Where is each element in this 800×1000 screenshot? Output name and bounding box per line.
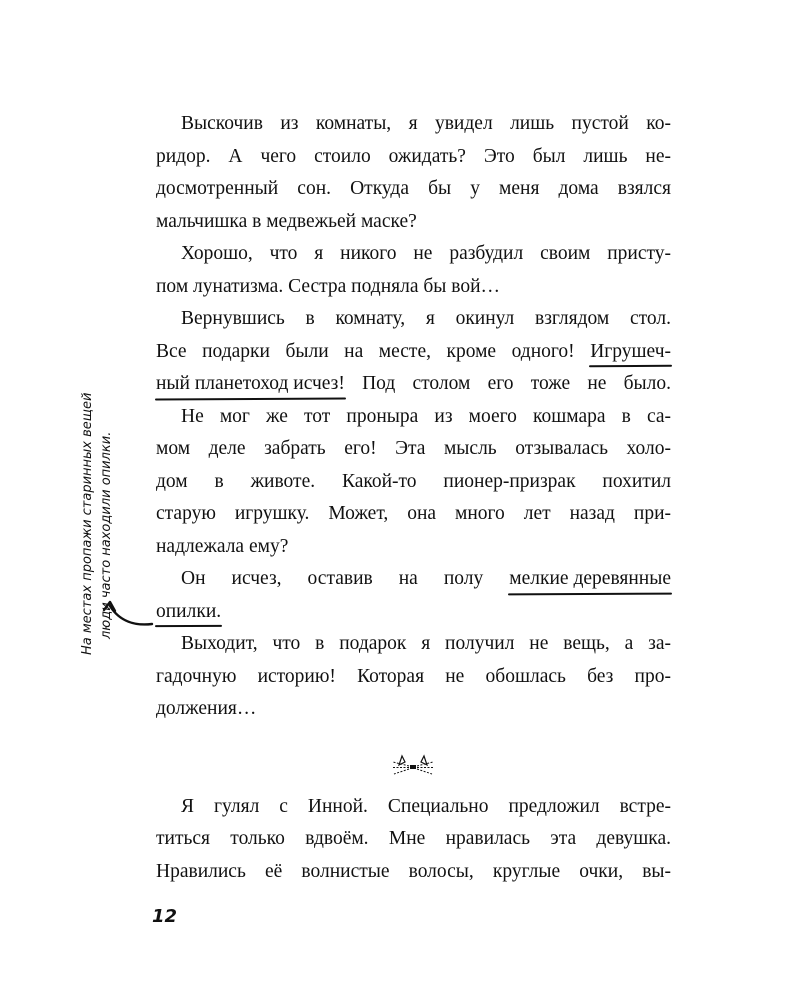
margin-note-line: На местах пропажи старинных вещей [80, 392, 95, 655]
underlined-phrase: ный планетоход исчез! [156, 368, 345, 401]
text-line: Не мог же тот проныра из моего кошмара в са- [181, 405, 671, 427]
text-line [156, 563, 671, 596]
text-line: Выскочив из комнаты, я увидел лишь пустой ко- [181, 113, 671, 134]
text-line: старую игрушку. Может, она много лет назад при- [156, 503, 671, 524]
text-line: дом в животе. Какой-то пионер-призрак похитил [156, 470, 671, 492]
text-span: Все подарки были на месте, кроме одного! [156, 340, 591, 362]
text-span: Он исчез, оставив на полу [181, 568, 510, 589]
underlined-phrase: опилки. [156, 596, 221, 629]
text-line: титься только вдвоём. Мне нравилась эта девушка. [156, 828, 671, 849]
underlined-phrase: Игрушеч- [590, 336, 671, 369]
text-line: Нравились её волнистые волосы, круглые очки, вы- [156, 860, 671, 882]
text-line: надлежала ему? [156, 535, 289, 557]
text-line: должения… [156, 698, 257, 719]
text-line: пом лунатизма. Сестра подняла бы вой… [156, 275, 501, 297]
cat-face-icon [388, 750, 438, 780]
text-line [156, 336, 671, 369]
text-line: Вернувшись в комнату, я окинул взглядом стол. [181, 308, 671, 329]
text-line [156, 368, 671, 401]
text-line: Я гулял с Инной. Специально предложил встре- [181, 795, 671, 817]
text-line: досмотренный сон. Откуда бы у меня дома взялся [156, 178, 671, 199]
curved-arrow-icon [96, 596, 156, 630]
text-line: Хорошо, что я никого не разбудил своим присту- [181, 243, 671, 264]
text-line: Выходит, что в подарок я получил не вещь, а за- [181, 633, 671, 654]
text-line: ридор. А чего стоило ожидать? Это был лишь не- [156, 145, 671, 167]
text-span: Под столом его тоже не было. [344, 373, 671, 394]
margin-note-line: люди часто находили опилки. [99, 431, 114, 639]
text-line: мальчишка в медвежьей маске? [156, 210, 417, 232]
underlined-phrase: мелкие деревянные [509, 563, 671, 596]
text-line [156, 596, 671, 629]
page-number: 12 [152, 906, 178, 927]
text-line: гадочную историю! Которая не обошлась без про- [156, 665, 671, 687]
text-line: мом деле забрать его! Эта мысль отзывалась холо- [156, 438, 671, 459]
